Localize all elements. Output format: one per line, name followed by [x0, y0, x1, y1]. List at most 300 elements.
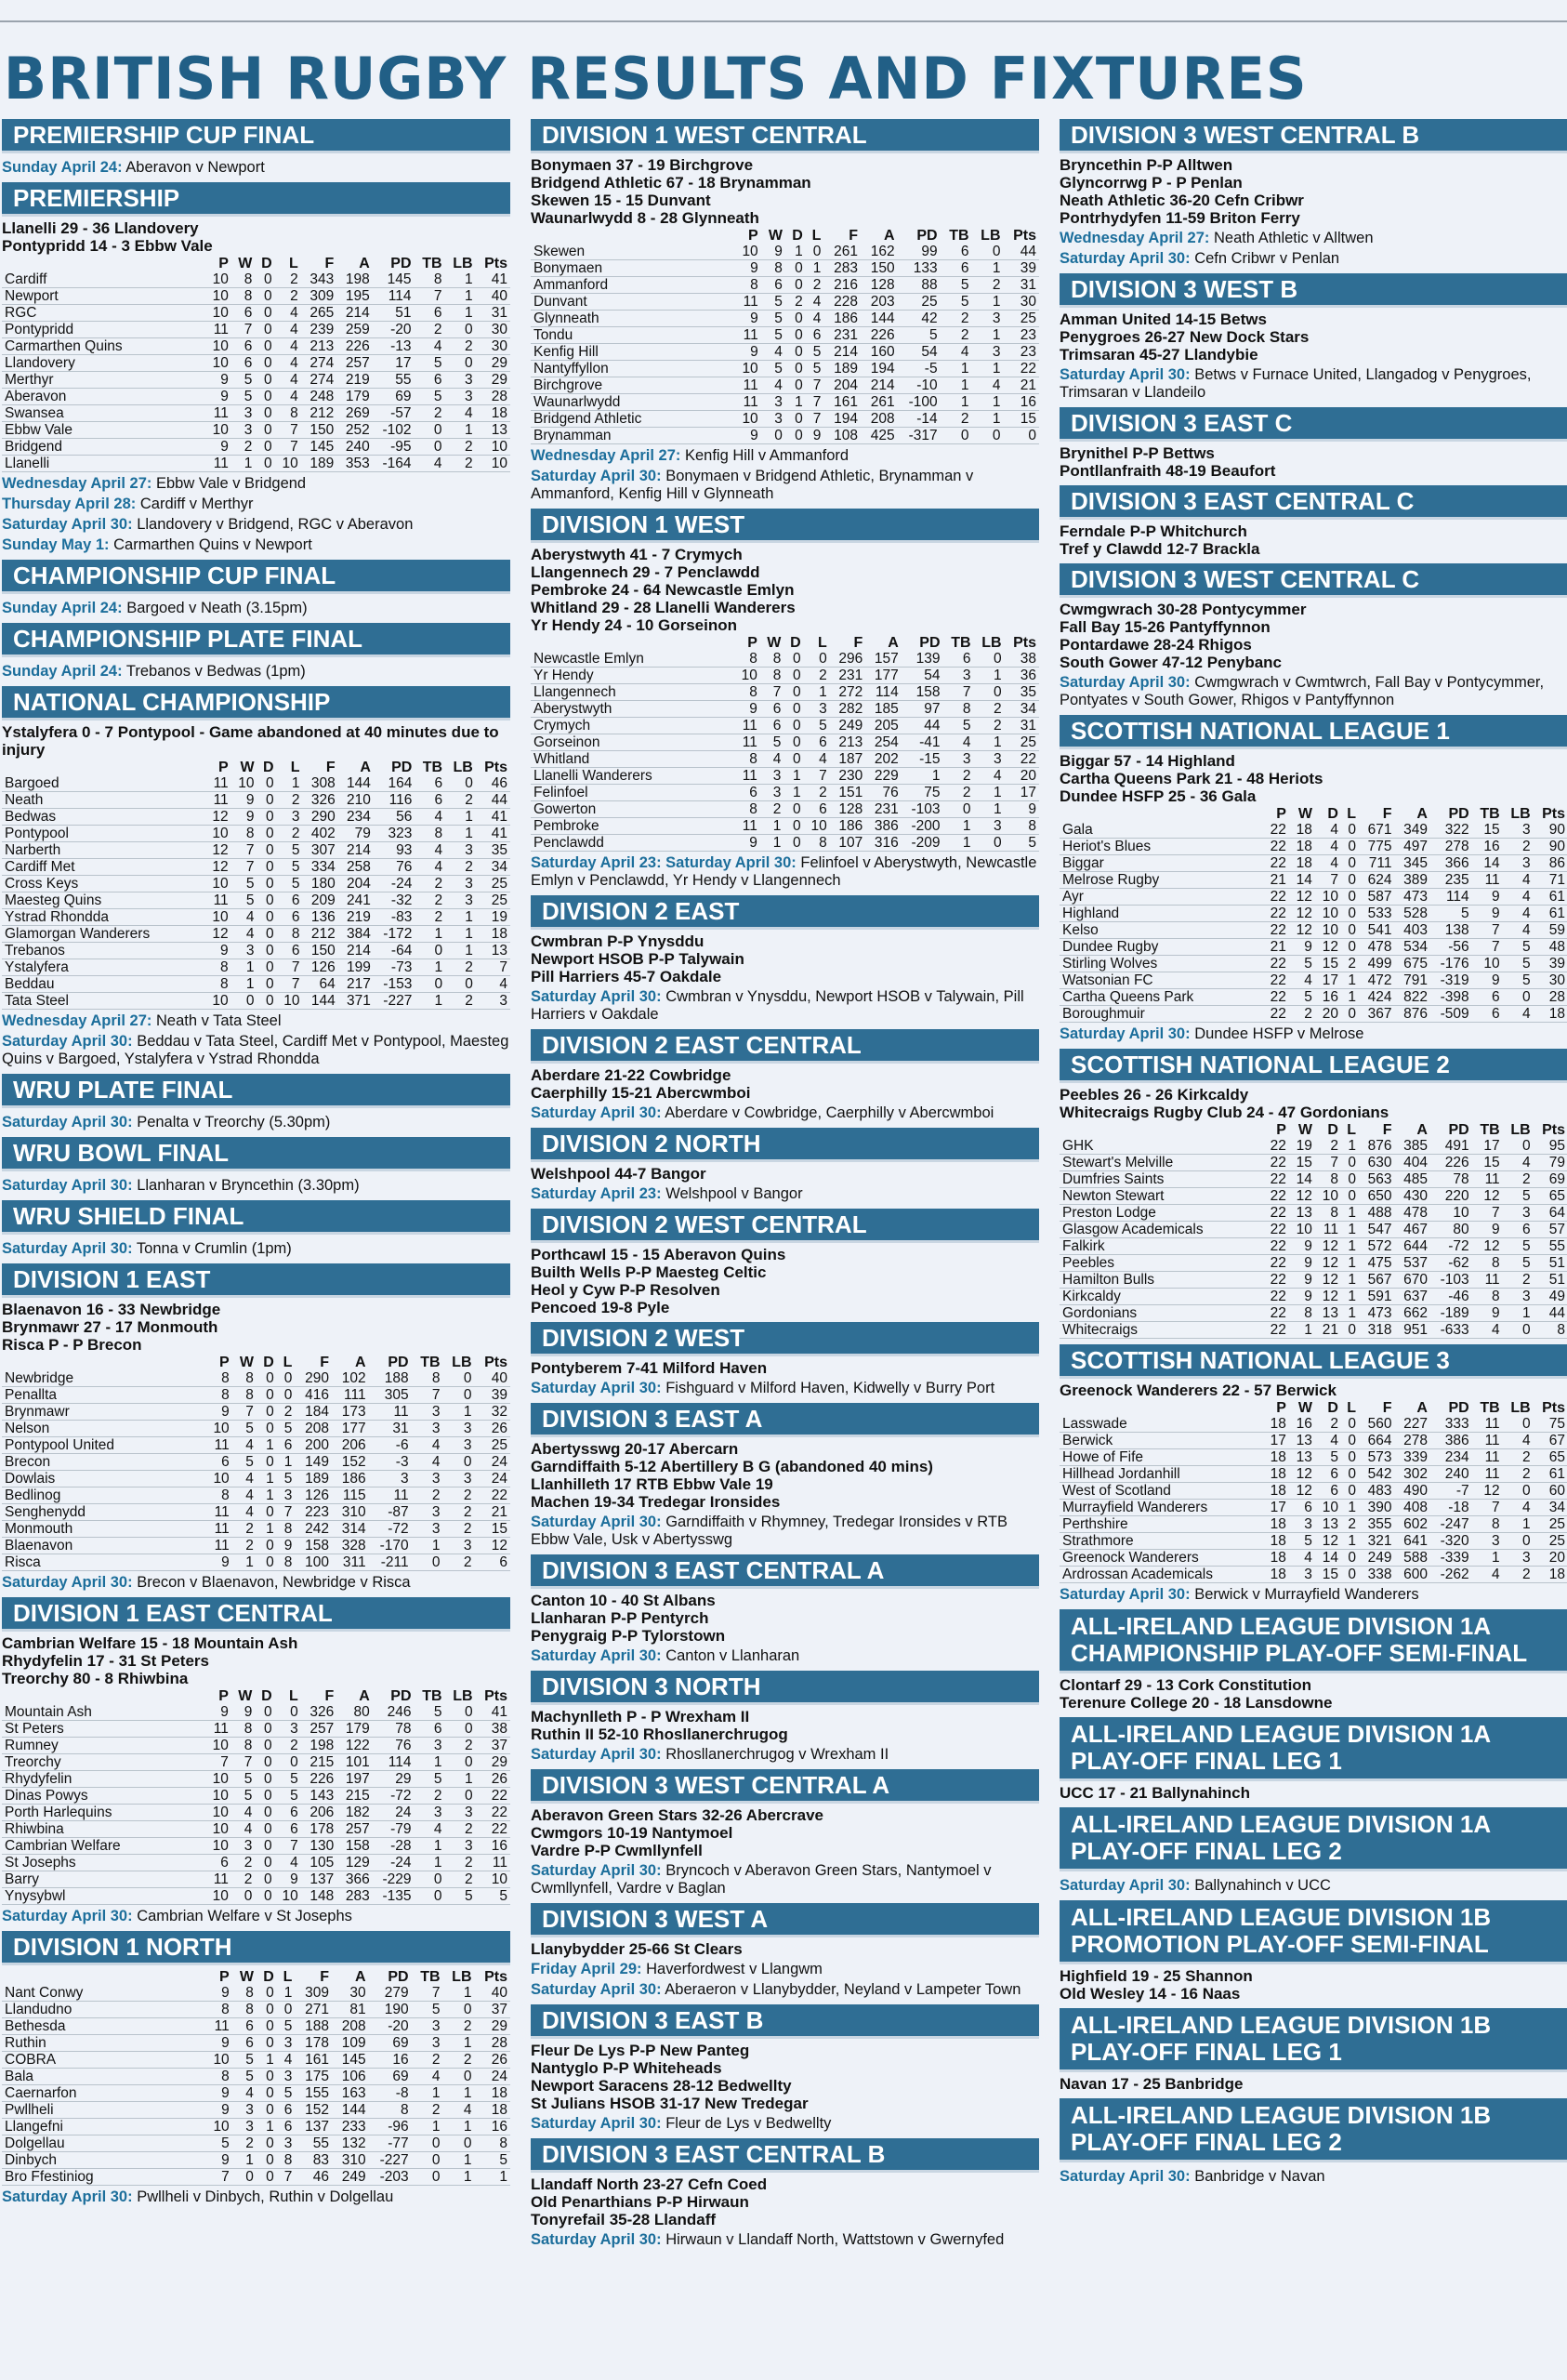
table-header-row [531, 229, 1039, 244]
section-header: DIVISION 1 WEST [531, 509, 1039, 543]
result-line: Llanhilleth 17 RTB Ebbw Vale 19 [531, 1475, 773, 1493]
stat-cell: 10 [205, 305, 231, 322]
fixture-text: Bryncoch v Aberavon Green Stars, Nantymoel v Cwmllynfell, Vardre v Baglan [531, 1862, 992, 1897]
table-row [1060, 1466, 1567, 1483]
fixture-date: Wednesday April 27: [2, 1012, 152, 1029]
stat-cell: 29 [476, 355, 510, 372]
stat-cell: 93 [374, 842, 415, 859]
column-header: D [263, 1355, 274, 1370]
stat-cell: 5 [277, 2018, 296, 2035]
stat-cell: -7 [1430, 1483, 1472, 1500]
stat-cell: 8 [1534, 1322, 1567, 1339]
standings-table [2, 760, 510, 1010]
stat-cell: 5 [231, 1771, 256, 1788]
column-header: P [747, 635, 757, 651]
fixture-date: Saturday April 30: [531, 1746, 662, 1763]
stat-cell: -24 [374, 876, 415, 892]
stat-cell: 81 [332, 2002, 369, 2018]
stat-cell: 2 [804, 785, 830, 801]
stat-cell: 0 [232, 2169, 257, 2186]
stat-cell: 2 [415, 1788, 445, 1805]
fixture-text: Berwick v Murrayfield Wanderers [1194, 1586, 1419, 1603]
stat-cell: 2 [806, 277, 824, 294]
fixture-date: Saturday April 30: [2, 516, 133, 533]
stat-cell: 137 [295, 2119, 332, 2135]
stat-cell: 4 [1472, 1567, 1503, 1583]
stat-cell: 1 [902, 768, 943, 785]
stat-cell: 51 [1534, 1255, 1567, 1272]
stat-cell: 4 [232, 2085, 257, 2102]
stat-cell: 138 [1430, 922, 1472, 939]
stat-cell: 10 [205, 355, 231, 372]
section-body [1060, 153, 1567, 268]
stat-cell: 5 [415, 355, 445, 372]
stat-cell: 309 [295, 1985, 332, 2002]
team-name: GHK [1060, 1138, 1263, 1155]
column-header: D [1327, 806, 1338, 822]
stat-cell: 1 [1503, 1305, 1534, 1322]
stat-cell: -18 [1430, 1500, 1472, 1516]
stat-cell: 624 [1359, 872, 1394, 889]
stat-cell: 10 [1472, 956, 1503, 972]
stat-cell: 0 [443, 2002, 475, 2018]
stat-cell: 7 [275, 422, 301, 439]
table-row [531, 411, 1039, 428]
stat-cell: 9 [205, 1554, 232, 1571]
stat-cell: 257 [301, 1721, 337, 1738]
result-line: Fleur De Lys P-P New Panteg [531, 2042, 750, 2059]
stat-cell: 12 [1289, 922, 1315, 939]
section-header: DIVISION 1 EAST CENTRAL [2, 1597, 510, 1632]
stat-cell: 57 [1534, 1222, 1567, 1238]
stat-cell: 9 [1289, 1238, 1315, 1255]
fixture-text: Neath v Tata Steel [155, 1012, 282, 1029]
team-name: Watsonian FC [1060, 972, 1263, 989]
stat-cell: 7 [231, 1754, 256, 1771]
stat-cell: 46 [476, 775, 510, 792]
stat-cell: 2 [445, 1871, 476, 1888]
stat-cell: 38 [476, 1721, 510, 1738]
stat-cell: 0 [443, 1370, 475, 1387]
stat-cell: 219 [338, 909, 374, 926]
table-row [2, 842, 510, 859]
team-name: Newcastle Emlyn [531, 651, 734, 668]
stat-cell: 16 [1004, 394, 1040, 411]
fixture-text: Aberavon v Newport [125, 159, 265, 176]
stat-cell: -509 [1430, 1006, 1472, 1023]
stat-cell: 227 [1395, 1416, 1430, 1433]
stat-cell: 37 [476, 1738, 510, 1754]
table-row [1060, 1138, 1567, 1155]
stat-cell: 3 [445, 1805, 476, 1821]
stat-cell: -339 [1430, 1550, 1472, 1567]
stat-cell: 18 [1534, 1006, 1567, 1023]
column-header: F [320, 1355, 329, 1370]
stat-cell: 5 [1503, 1238, 1534, 1255]
table-row [1060, 1533, 1567, 1550]
stat-cell: 4 [806, 311, 824, 327]
stat-cell: 2 [445, 456, 476, 472]
result-line: Biggar 57 - 14 Highland [1060, 752, 1235, 770]
stat-cell: 22 [1004, 361, 1040, 377]
table-row [2, 322, 510, 338]
stat-cell: 116 [374, 792, 415, 809]
stat-cell: 11 [1472, 1272, 1503, 1289]
stat-cell: 2 [275, 1738, 301, 1754]
stat-cell: 355 [1359, 1516, 1394, 1533]
team-name: Preston Lodge [1060, 1205, 1263, 1222]
stat-cell: 567 [1359, 1272, 1394, 1289]
stat-cell: 1 [1341, 989, 1359, 1006]
column-header: W [239, 1355, 254, 1370]
stat-cell: 4 [761, 377, 785, 394]
stat-cell: 6 [231, 355, 256, 372]
stat-cell: 223 [295, 1504, 332, 1521]
stat-cell: 3 [412, 1421, 443, 1437]
stat-cell: 385 [1395, 1138, 1430, 1155]
stat-cell: 6 [761, 277, 785, 294]
table-row [531, 277, 1039, 294]
stat-cell: -10 [898, 377, 941, 394]
stat-cell: 326 [302, 792, 337, 809]
stat-cell: 17 [1263, 1500, 1289, 1516]
stat-cell: 711 [1359, 855, 1394, 872]
stat-cell: 4 [277, 2052, 296, 2069]
team-name: Bethesda [2, 2018, 205, 2035]
team-name: Maesteg Quins [2, 892, 205, 909]
stat-cell: 4 [1472, 1322, 1503, 1339]
team-name: Ardrossan Academicals [1060, 1567, 1263, 1583]
stat-cell: 4 [804, 751, 830, 768]
table-row [2, 1888, 510, 1905]
stat-cell: -189 [1430, 1305, 1472, 1322]
stat-cell: 4 [275, 322, 301, 338]
stat-cell: 4 [231, 926, 257, 943]
stat-cell: 178 [301, 1821, 337, 1838]
stat-cell: 279 [369, 1985, 412, 2002]
team-name: Bedlinog [2, 1488, 205, 1504]
stat-cell: 308 [302, 775, 337, 792]
column-header: PD [1448, 1122, 1469, 1138]
stat-cell: 22 [1263, 855, 1289, 872]
stat-cell: 4 [760, 751, 784, 768]
stat-cell: 231 [830, 668, 866, 684]
column-header: Pts [1542, 1122, 1565, 1138]
stat-cell: 6 [205, 1454, 232, 1471]
table-row [2, 389, 510, 405]
stat-cell: 11 [1472, 1171, 1503, 1188]
section [1060, 119, 1567, 268]
stat-cell: 3 [972, 311, 1004, 327]
table-row [531, 701, 1039, 718]
stat-cell: 0 [255, 372, 274, 389]
result-line: Abertysswg 20-17 Abercarn [531, 1440, 739, 1458]
stat-cell: 10 [231, 775, 257, 792]
stat-cell: 0 [941, 428, 972, 444]
stat-cell: 430 [1395, 1188, 1430, 1205]
section [531, 1403, 1039, 1549]
fixture-date: Wednesday April 27: [1060, 230, 1210, 246]
stat-cell: 2 [277, 792, 303, 809]
stat-cell: 22 [1263, 1289, 1289, 1305]
stat-cell: -319 [1430, 972, 1472, 989]
result-line: Waunarlwydd 8 - 28 Glynneath [531, 209, 759, 227]
stat-cell: 0 [415, 1871, 445, 1888]
stat-cell: 162 [861, 244, 898, 260]
table-row [1060, 1322, 1567, 1339]
stat-cell: 46 [295, 2169, 332, 2186]
stat-cell: 0 [257, 826, 277, 842]
result-line: Bridgend Athletic 67 - 18 Brynamman [531, 174, 811, 192]
stat-cell: 41 [476, 809, 510, 826]
stat-cell: 90 [1534, 839, 1567, 855]
stat-cell: 11 [205, 1504, 232, 1521]
table-row [2, 305, 510, 322]
table-row [1060, 855, 1567, 872]
stat-cell: 1 [415, 993, 445, 1010]
stat-cell: 158 [336, 1838, 373, 1855]
stat-cell: 18 [1263, 1550, 1289, 1567]
table-row [2, 1471, 510, 1488]
fixture-line [1060, 230, 1567, 247]
column-header: L [288, 256, 298, 271]
table-row [2, 1788, 510, 1805]
stat-cell: 9 [734, 428, 761, 444]
stat-cell: 186 [830, 818, 866, 835]
stat-cell: 3 [761, 411, 785, 428]
stat-cell: 228 [823, 294, 861, 311]
stat-cell: 189 [301, 456, 337, 472]
stat-cell: 8 [760, 668, 784, 684]
column-header: TB [1480, 1122, 1500, 1138]
fixture-date: Saturday April 30: [531, 1104, 662, 1121]
stat-cell: 208 [861, 411, 898, 428]
stat-cell: 12 [1472, 1238, 1503, 1255]
stat-cell: 5 [415, 1704, 445, 1721]
team-name: Trebanos [2, 943, 205, 959]
stat-cell: 1 [445, 271, 476, 288]
stat-cell: 0 [1341, 1322, 1359, 1339]
table-row [531, 835, 1039, 852]
stat-cell: 278 [1395, 1433, 1430, 1449]
stat-cell: 1 [443, 2152, 475, 2169]
stat-cell: 105 [301, 1855, 337, 1871]
stat-cell: 8 [475, 2135, 511, 2152]
stat-cell: 10 [476, 1871, 510, 1888]
stat-cell: 483 [1359, 1483, 1394, 1500]
fixture-line [1060, 1025, 1567, 1043]
stat-cell: 10 [734, 361, 761, 377]
stat-cell: 0 [1503, 1138, 1534, 1155]
stat-cell: 4 [231, 1821, 256, 1838]
stat-cell: 1 [1503, 1516, 1534, 1533]
stat-cell: 4 [806, 294, 824, 311]
stat-cell: 22 [1263, 906, 1289, 922]
table-row [1060, 922, 1567, 939]
fixture-line [531, 1961, 1039, 1978]
fixture-date: Saturday April 30: [531, 2115, 662, 2132]
fixture-text: Cardiff v Merthyr [139, 496, 254, 512]
stat-cell: 114 [373, 288, 415, 305]
stat-cell: 22 [476, 1805, 510, 1821]
stat-cell: 1 [412, 2119, 443, 2135]
team-name: Waunarlwydd [531, 394, 734, 411]
stat-cell: 5 [475, 2152, 511, 2169]
result-line: Llanelli 29 - 36 Llandovery [2, 219, 199, 237]
fixture-text: Ebbw Vale v Bridgend [155, 475, 307, 492]
stat-cell: 80 [336, 1704, 373, 1721]
stat-cell: 472 [1359, 972, 1394, 989]
stat-cell: 10 [734, 668, 760, 684]
stat-cell: 6 [1472, 1006, 1503, 1023]
stat-cell: 194 [823, 411, 861, 428]
stat-cell: 24 [475, 1471, 511, 1488]
stat-cell: 18 [475, 2102, 511, 2119]
stat-cell: 161 [823, 394, 861, 411]
result-line: South Gower 47-12 Penybanc [1060, 654, 1283, 671]
team-name: St Josephs [2, 1855, 205, 1871]
team-name: Ynysybwl [2, 1888, 205, 1905]
stat-cell: 0 [257, 2069, 277, 2085]
section [531, 2138, 1039, 2249]
stat-cell: 7 [1472, 922, 1503, 939]
section-header: DIVISION 3 EAST A [531, 1403, 1039, 1437]
column-header: F [320, 1969, 329, 1985]
stat-cell: 5 [1315, 1449, 1341, 1466]
stat-cell: 0 [784, 701, 803, 718]
stat-cell: 1 [784, 785, 803, 801]
stat-cell: 0 [275, 1754, 301, 1771]
column-header: A [1416, 806, 1428, 822]
stat-cell: 97 [902, 701, 943, 718]
stat-cell: 1 [943, 835, 974, 852]
stat-cell: 28 [476, 389, 510, 405]
result-line: Pencoed 19-8 Pyle [531, 1299, 670, 1316]
stat-cell: -77 [369, 2135, 412, 2152]
stat-cell: 9 [231, 792, 257, 809]
stat-cell: 5 [205, 2135, 232, 2152]
stat-cell: 2 [785, 294, 806, 311]
section-body [531, 1064, 1039, 1122]
stat-cell: -41 [902, 734, 943, 751]
stat-cell: 215 [301, 1754, 337, 1771]
stat-cell: 1 [974, 668, 1005, 684]
stat-cell: 8 [205, 959, 231, 976]
stat-cell: 3 [412, 1521, 443, 1538]
stat-cell: 0 [415, 422, 445, 439]
team-name: Newbridge [2, 1370, 205, 1387]
table-row [2, 1838, 510, 1855]
stat-cell: 8 [232, 2002, 257, 2018]
section [531, 1128, 1039, 1203]
stat-cell: 0 [761, 428, 785, 444]
stat-cell: 7 [1315, 1155, 1341, 1171]
stat-cell: 876 [1359, 1138, 1394, 1155]
stat-cell: 32 [475, 1404, 511, 1421]
result-line: Pill Harriers 45-7 Oakdale [531, 968, 722, 985]
stat-cell: 258 [338, 859, 374, 876]
stat-cell: 6 [277, 892, 303, 909]
stat-cell: 3 [231, 405, 256, 422]
stat-cell: 10 [205, 1738, 231, 1754]
stat-cell: 328 [332, 1538, 369, 1554]
stat-cell: 269 [336, 405, 373, 422]
section-header: CHAMPIONSHIP CUP FINAL [2, 560, 510, 594]
section-body [2, 1235, 510, 1258]
stat-cell: 2 [443, 1504, 475, 1521]
stat-cell: 40 [475, 1985, 511, 2002]
stat-cell: 55 [295, 2135, 332, 2152]
table-row [2, 1538, 510, 1554]
stat-cell: 2 [443, 1521, 475, 1538]
fixture-line [531, 854, 1039, 890]
team-name: Dinbych [2, 2152, 205, 2169]
stat-cell: 10 [1289, 1222, 1315, 1238]
column-header: D [790, 635, 801, 651]
stat-cell: 187 [830, 751, 866, 768]
stat-cell: 10 [205, 1788, 231, 1805]
result-line: Dundee HSFP 25 - 36 Gala [1060, 787, 1257, 805]
stat-cell: 6 [1315, 1483, 1341, 1500]
stat-cell: 182 [336, 1805, 373, 1821]
stat-cell: 150 [302, 943, 337, 959]
table-row [531, 428, 1039, 444]
stat-cell: 0 [1341, 855, 1359, 872]
stat-cell: 322 [1430, 822, 1472, 839]
team-name: Beddau [2, 976, 205, 993]
stat-cell: 76 [373, 1738, 415, 1754]
stat-cell: 1 [475, 2169, 511, 2186]
stat-cell: 233 [332, 2119, 369, 2135]
stat-cell: 7 [231, 842, 257, 859]
stat-cell: 150 [861, 260, 898, 277]
stat-cell: 12 [1472, 1188, 1503, 1205]
section-body [2, 1632, 510, 1925]
table-row [1060, 906, 1567, 922]
stat-cell: 25 [898, 294, 941, 311]
stat-cell: 0 [255, 389, 274, 405]
stat-cell: 185 [865, 701, 902, 718]
table-row [2, 876, 510, 892]
table-row [531, 768, 1039, 785]
stat-cell: 8 [231, 271, 256, 288]
stat-cell: 11 [205, 1437, 232, 1454]
stat-cell: 4 [275, 372, 301, 389]
column-2 [531, 119, 1039, 2254]
stat-cell: 26 [475, 2052, 511, 2069]
fixture-text: Cwmbran v Ynysddu, Newport HSOB v Talywain, Pill Harriers v Oakdale [531, 988, 1024, 1023]
stat-cell: 234 [1430, 1449, 1472, 1466]
section-header: DIVISION 3 EAST B [531, 2004, 1039, 2039]
stat-cell: 9 [1289, 1255, 1315, 1272]
stat-cell: 13 [476, 422, 510, 439]
team-name: Highland [1060, 906, 1263, 922]
team-name: Pwllheli [2, 2102, 205, 2119]
stat-cell: 637 [1395, 1289, 1430, 1305]
stat-cell: 8 [232, 1370, 257, 1387]
stat-cell: 8 [231, 1738, 256, 1754]
stat-cell: 257 [336, 1821, 373, 1838]
stat-cell: 38 [1005, 651, 1039, 668]
stat-cell: 10 [205, 1805, 231, 1821]
stat-cell: 2 [415, 322, 445, 338]
section-body [1060, 1379, 1567, 1604]
stat-cell: 1 [806, 260, 824, 277]
team-name: Llangennech [531, 684, 734, 701]
stat-cell: 4 [412, 1454, 443, 1471]
stat-cell: 497 [1395, 839, 1430, 855]
stat-cell: 591 [1359, 1289, 1394, 1305]
